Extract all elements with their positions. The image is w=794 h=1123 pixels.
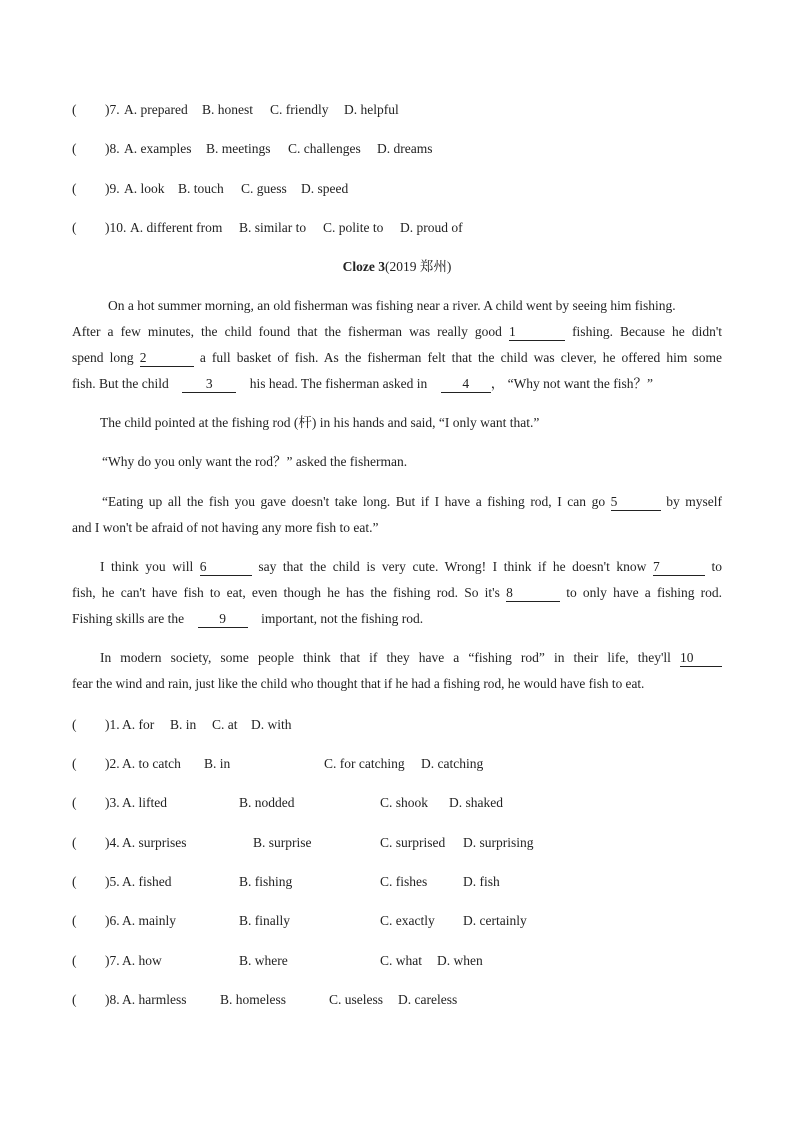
answer-paren[interactable]: ( [72, 913, 77, 928]
blank-8[interactable]: 8 [506, 585, 560, 602]
passage-paragraph-5 [72, 554, 722, 632]
option-a: A. how [122, 953, 162, 968]
question-row [72, 219, 463, 237]
passage-text: his head. The fisherman asked in [249, 376, 428, 391]
option-a: A. examples [124, 141, 192, 156]
question-row [72, 140, 433, 158]
question-row [72, 101, 399, 119]
passage-text: say that the child is very cute. Wrong! I think if he doesn't know [258, 559, 647, 574]
option-d: D. proud of [400, 220, 463, 235]
option-b: B. surprise [253, 835, 312, 850]
passage-text: important, not the fishing rod. [261, 611, 424, 626]
question-row [72, 794, 503, 812]
passage-line: On a hot summer morning, an old fisherman was fishing near a river. A child went by seeing him fishing. [108, 298, 676, 313]
blank-10[interactable]: 10 [680, 650, 722, 667]
option-c: C. friendly [270, 102, 329, 117]
question-number: )7. [105, 102, 120, 117]
option-d: D. speed [301, 181, 349, 196]
option-a: A. mainly [122, 913, 176, 928]
option-c: C. fishes [380, 874, 428, 889]
option-b: B. honest [202, 102, 254, 117]
question-number: )4. [105, 835, 120, 850]
option-d: D. when [437, 953, 483, 968]
answer-paren[interactable]: ( [72, 717, 77, 732]
option-b: B. touch [178, 181, 224, 196]
option-d: D. shaked [449, 795, 503, 810]
blank-4[interactable]: 4 [441, 376, 491, 393]
option-d: D. careless [398, 992, 458, 1007]
option-c: C. polite to [323, 220, 384, 235]
question-number: )3. [105, 795, 120, 810]
question-row [72, 912, 527, 930]
passage-line [72, 606, 722, 632]
blank-7[interactable]: 7 [653, 559, 705, 576]
passage-text: ， “Why not want the fish？” [490, 376, 654, 391]
option-c: C. at [212, 717, 238, 732]
option-a: A. different from [130, 220, 223, 235]
answer-paren[interactable]: ( [72, 835, 77, 850]
option-c: C. for catching [324, 756, 405, 771]
option-a: A. prepared [124, 102, 188, 117]
question-number: )6. [105, 913, 120, 928]
option-c: C. challenges [288, 141, 361, 156]
option-a: A. lifted [122, 795, 167, 810]
answer-paren[interactable]: ( [72, 874, 77, 889]
passage-line: fear the wind and rain, just like the child who thought that if he had a fishing rod, he would have fish to eat. [72, 676, 645, 691]
passage-line [72, 319, 722, 345]
option-b: B. similar to [239, 220, 307, 235]
passage-text: I think you will [100, 559, 194, 574]
passage-paragraph-6 [72, 645, 722, 697]
answer-paren[interactable]: ( [72, 141, 77, 156]
question-number: )8. [105, 141, 120, 156]
option-d: D. catching [421, 756, 484, 771]
option-b: B. nodded [239, 795, 295, 810]
option-a: A. for [122, 717, 155, 732]
answer-paren[interactable]: ( [72, 992, 77, 1007]
passage-line [72, 554, 722, 580]
option-b: B. in [170, 717, 197, 732]
passage-text: Fishing skills are the [72, 611, 185, 626]
passage-line [72, 645, 722, 671]
section-title [0, 258, 794, 276]
passage-text: fish, he can't have fish to eat, even though he has the fishing rod. So it's [72, 585, 500, 600]
passage-text: In modern society, some people think that if they have a “fishing rod” in their life, they'll [100, 650, 671, 665]
blank-2[interactable]: 2 [140, 350, 194, 367]
passage-line [72, 489, 722, 515]
passage-paragraph-3 [72, 449, 722, 475]
question-row [72, 834, 534, 852]
passage-text: by myself [666, 494, 722, 509]
passage-paragraph-1 [72, 293, 722, 397]
question-number: )2. [105, 756, 120, 771]
option-b: B. meetings [206, 141, 271, 156]
option-c: C. guess [241, 181, 287, 196]
option-a: A. surprises [122, 835, 187, 850]
passage-line [72, 580, 722, 606]
option-a: A. look [124, 181, 165, 196]
blank-6[interactable]: 6 [200, 559, 252, 576]
passage-text: a full basket of fish. As the fisherman felt that the child was clever, he offered him some [199, 350, 722, 365]
answer-paren[interactable]: ( [72, 102, 77, 117]
passage-text: fishing. Because he didn't [572, 324, 723, 339]
question-number: )5. [105, 874, 120, 889]
option-d: D. dreams [377, 141, 433, 156]
option-a: A. fished [122, 874, 172, 889]
passage-line [72, 345, 722, 371]
option-b: B. in [204, 756, 231, 771]
section-title-bold: Cloze 3 [342, 259, 385, 274]
question-row [72, 716, 292, 734]
question-number: )7. [105, 953, 120, 968]
passage-text: After a few minutes, the child found that the fisherman was really good [72, 324, 502, 339]
passage-text: spend long [72, 350, 134, 365]
question-row [72, 991, 458, 1009]
option-b: B. homeless [220, 992, 286, 1007]
passage-paragraph-2 [72, 410, 722, 436]
blank-1[interactable]: 1 [509, 324, 565, 341]
question-number: )8. [105, 992, 120, 1007]
question-row [72, 755, 484, 773]
question-row [72, 180, 349, 198]
option-b: B. finally [239, 913, 290, 928]
passage-line [72, 371, 722, 397]
option-c: C. what [380, 953, 422, 968]
option-b: B. where [239, 953, 288, 968]
option-c: C. exactly [380, 913, 435, 928]
answer-paren[interactable]: ( [72, 220, 77, 235]
option-b: B. fishing [239, 874, 293, 889]
option-a: A. to catch [122, 756, 181, 771]
question-number: )9. [105, 181, 120, 196]
option-d: D. helpful [344, 102, 399, 117]
option-d: D. surprising [463, 835, 534, 850]
option-c: C. surprised [380, 835, 446, 850]
answer-paren[interactable]: ( [72, 795, 77, 810]
answer-paren[interactable]: ( [72, 953, 77, 968]
option-d: D. fish [463, 874, 500, 889]
passage-paragraph-4 [72, 489, 722, 541]
question-number: )1. [105, 717, 120, 732]
option-d: D. certainly [463, 913, 527, 928]
option-d: D. with [251, 717, 292, 732]
blank-9[interactable]: 9 [198, 611, 248, 628]
section-title-source: (2019 郑州) [384, 259, 452, 274]
option-c: C. useless [329, 992, 383, 1007]
blank-3[interactable]: 3 [182, 376, 236, 393]
passage-line: “Why do you only want the rod？” asked the fisherman. [102, 454, 408, 469]
answer-paren[interactable]: ( [72, 181, 77, 196]
option-a: A. harmless [122, 992, 187, 1007]
passage-text: fish. But the child [72, 376, 169, 391]
passage-text: to [711, 559, 723, 574]
passage-text: to only have a fishing rod. [566, 585, 723, 600]
question-row [72, 952, 483, 970]
question-row [72, 873, 500, 891]
answer-paren[interactable]: ( [72, 756, 77, 771]
passage-line: and I won't be afraid of not having any more fish to eat.” [72, 520, 379, 535]
question-number: )10. [105, 220, 127, 235]
passage-text: “Eating up all the fish you gave doesn't take long. But if I have a fishing rod, I can go [102, 494, 606, 509]
blank-5[interactable]: 5 [611, 494, 661, 511]
passage-line: The child pointed at the fishing rod (杆) in his hands and said, “I only want that.” [100, 415, 540, 430]
option-c: C. shook [380, 795, 429, 810]
